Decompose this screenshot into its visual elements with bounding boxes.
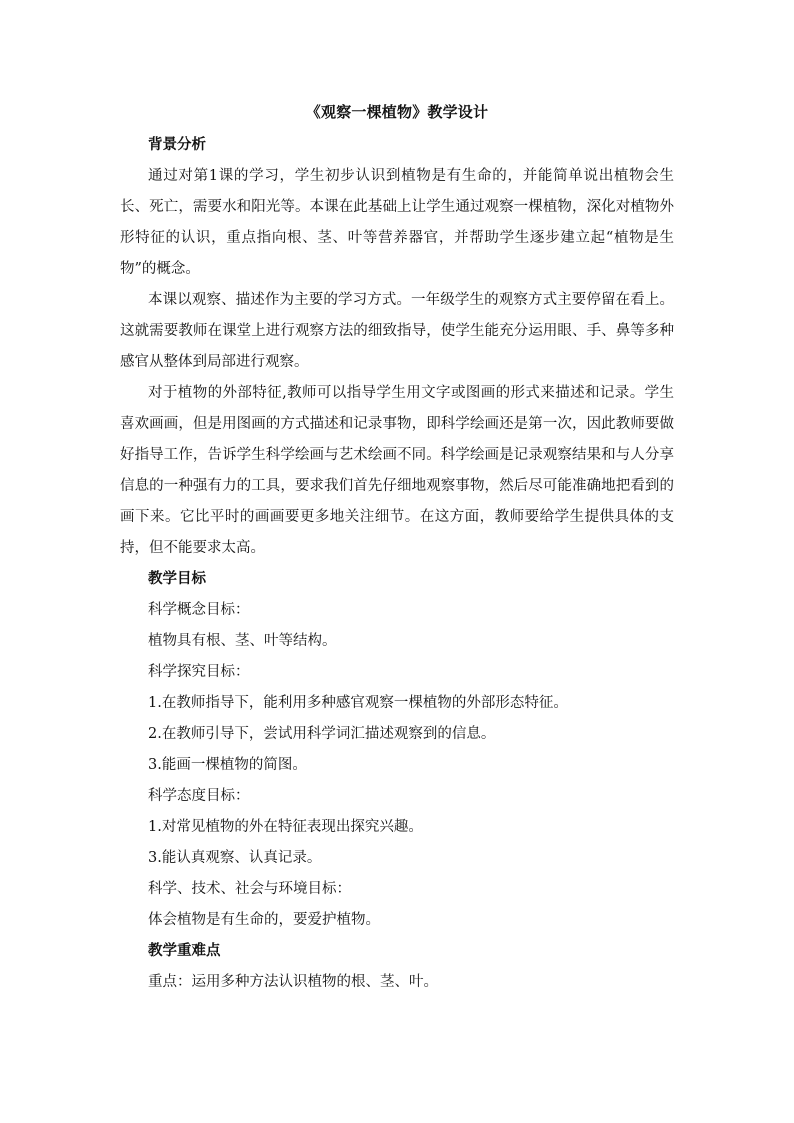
concept-goal-text: 植物具有根、茎、叶等结构。 — [148, 633, 337, 649]
attitude-goal-item: 3.能认真观察、认真记录。 — [148, 850, 322, 866]
section-heading-goals: 教学目标 — [148, 571, 206, 587]
attitude-goal-label: 科学态度目标： — [148, 788, 250, 804]
stse-goal-text: 体会植物是有生命的，要爱护植物。 — [148, 912, 380, 928]
attitude-goal-item: 1.对常见植物的外在特征表现出探究兴趣。 — [148, 819, 423, 835]
inquiry-goal-item: 2.在教师引导下，尝试用科学词汇描述观察到的信息。 — [148, 726, 496, 742]
background-paragraph-3: 对于植物的外部特征,教师可以指导学生用文字或图画的形式来描述和记录。学生喜欢画画，但是用图画的方式描述和记录事物，即科学绘画还是第一次，因此教师要做好指导工作，告诉学生科学绘画与艺术绘画不同。科学绘画是记录观察结果和与人分享信息的一种强有力的工具，要求我们首先仔细地观察事物，然后尽可能准确地把看到的画下来。它比平时的画画要更多地关注细节。在这方面，教师要给学生提供具体的支持，但不能要求太高。 — [120, 385, 674, 556]
section-heading-key-points: 教学重难点 — [148, 943, 221, 959]
document-title: 《观察一棵植物》教学设计 — [305, 103, 489, 121]
stse-goal-label: 科学、技术、社会与环境目标： — [148, 881, 351, 897]
inquiry-goal-label: 科学探究目标： — [148, 664, 250, 680]
background-paragraph-1: 通过对第1课的学习，学生初步认识到植物是有生命的，并能简单说出植物会生长、死亡，需要水和阳光等。本课在此基础上让学生通过观察一棵植物，深化对植物外形特征的认识，重点指向根、茎、叶等营养器官，并帮助学生逐步建立起“植物是生物”的概念。 — [120, 168, 674, 277]
section-heading-background: 背景分析 — [148, 137, 206, 153]
background-paragraph-2: 本课以观察、描述作为主要的学习方式。一年级学生的观察方式主要停留在看上。这就需要教师在课堂上进行观察方法的细致指导，使学生能充分运用眼、手、鼻等多种感官从整体到局部进行观察。 — [120, 292, 674, 370]
concept-goal-label: 科学概念目标： — [148, 602, 250, 618]
inquiry-goal-item: 1.在教师指导下，能利用多种感官观察一棵植物的外部形态特征。 — [148, 695, 568, 711]
focus-point-text: 重点：运用多种方法认识植物的根、茎、叶。 — [148, 974, 438, 990]
inquiry-goal-item: 3.能画一棵植物的简图。 — [148, 757, 307, 773]
document-body — [120, 98, 674, 998]
